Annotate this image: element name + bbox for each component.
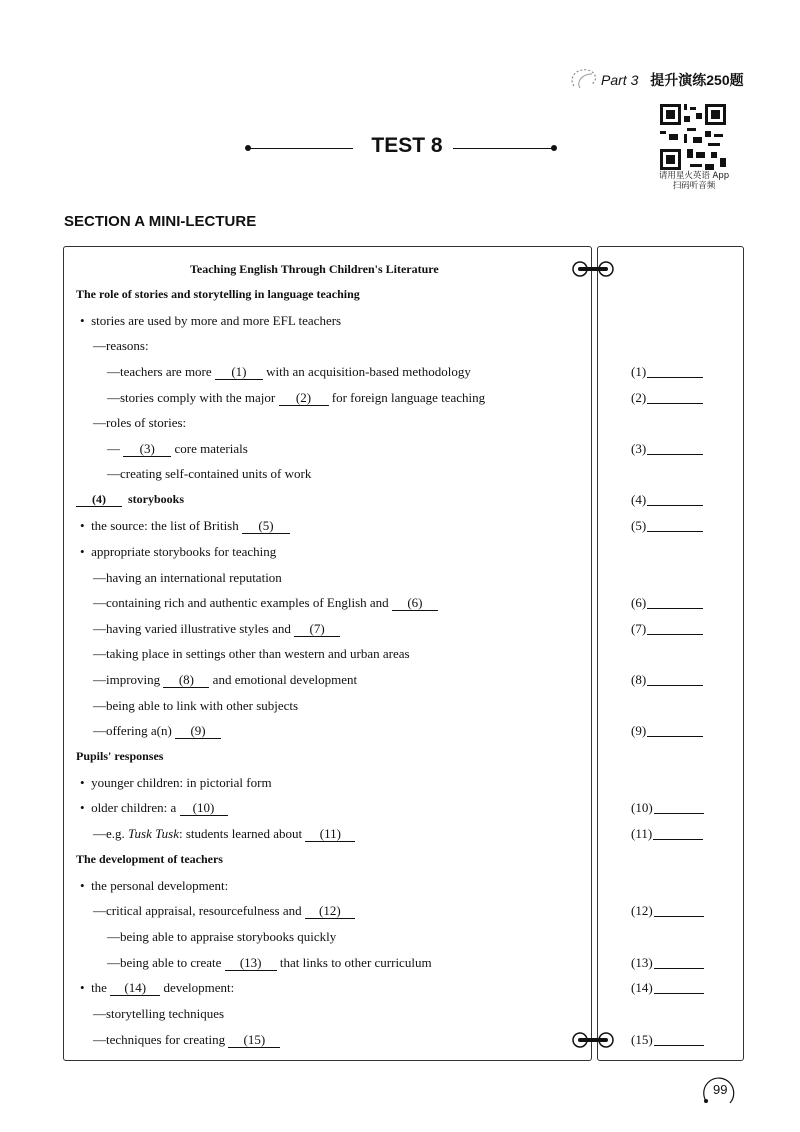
answer-label: (7) <box>631 621 647 636</box>
answer-label: (4) <box>631 492 647 507</box>
note-line: —taking place in settings other than western and urban areas <box>93 646 410 661</box>
note-line <box>93 723 221 739</box>
note-text: —containing rich and authentic examples of English and <box>93 595 389 610</box>
note-line <box>107 441 248 457</box>
note-text: the personal development: <box>91 878 229 893</box>
answer-slot-3[interactable] <box>631 441 703 457</box>
title-right-dot <box>551 145 557 151</box>
note-text: —stories comply with the major <box>107 390 276 405</box>
answer-slot-11[interactable] <box>631 826 703 842</box>
blank-6: (6) <box>392 596 438 611</box>
bullet: • <box>80 800 85 815</box>
answer-slot-2[interactable] <box>631 390 703 406</box>
note-line <box>80 878 228 894</box>
answer-slot-6[interactable] <box>631 595 703 611</box>
answer-label: (2) <box>631 390 647 405</box>
blank-15: (15) <box>228 1033 280 1048</box>
note-line <box>93 826 355 842</box>
note-line <box>80 800 228 816</box>
answer-slot-10[interactable] <box>631 800 704 816</box>
answer-slot-7[interactable] <box>631 621 703 637</box>
answer-slot-1[interactable] <box>631 364 703 380</box>
note-text: the source: the list of British <box>91 518 239 533</box>
note-text: the <box>91 980 107 995</box>
qr-caption-line1: 请用星火英语 App <box>658 171 730 181</box>
note-text: with an acquisition-based methodology <box>266 364 471 379</box>
binder-ring-top-icon <box>568 260 618 278</box>
test-title: TEST 8 <box>371 134 443 157</box>
blank-4: (4) <box>76 492 122 507</box>
note-line: —having an international reputation <box>93 570 282 585</box>
note-text: and emotional development <box>212 672 358 687</box>
note-text: — <box>107 441 120 456</box>
blank-3: (3) <box>123 442 171 457</box>
note-text: —critical appraisal, resourcefulness and <box>93 903 302 918</box>
note-text: core materials <box>174 441 248 456</box>
title-left-rule <box>249 148 353 149</box>
note-line <box>93 1032 280 1048</box>
qr-caption <box>642 171 746 191</box>
note-text: for foreign language teaching <box>331 390 486 405</box>
blank-13: (13) <box>225 956 277 971</box>
note-text: : students learned about <box>178 826 303 841</box>
note-text: —offering a(n) <box>93 723 172 738</box>
binder-ring-bottom-icon <box>568 1031 618 1049</box>
heading-role-of-stories: The role of stories and storytelling in language teaching <box>76 287 360 301</box>
answer-slot-12[interactable] <box>631 903 704 919</box>
note-line: —creating self-contained units of work <box>107 466 312 481</box>
note-text: that links to other curriculum <box>279 955 432 970</box>
note-text: younger children: in pictorial form <box>91 775 272 790</box>
note-text: —techniques for creating <box>93 1032 226 1047</box>
note-line <box>80 544 276 560</box>
blank-1: (1) <box>215 365 263 380</box>
lecture-title: Teaching English Through Children's Literature <box>190 262 439 276</box>
qr-code-icon[interactable] <box>660 104 726 170</box>
answer-label: (12) <box>631 903 653 918</box>
blank-12: (12) <box>305 904 355 919</box>
blank-5: (5) <box>242 519 290 534</box>
note-line: —roles of stories: <box>93 415 187 430</box>
note-line <box>93 903 355 919</box>
blank-8: (8) <box>163 673 209 688</box>
answer-label: (10) <box>631 800 653 815</box>
heading-pupils-responses: Pupils' responses <box>76 749 164 763</box>
answer-label: (9) <box>631 723 647 738</box>
answer-slot-15[interactable] <box>631 1032 704 1048</box>
heading-text: storybooks <box>128 492 185 506</box>
blank-14: (14) <box>110 981 160 996</box>
note-text: —having varied illustrative styles and <box>93 621 291 636</box>
note-line <box>107 364 471 380</box>
answer-slot-13[interactable] <box>631 955 704 971</box>
note-text: —e.g. <box>93 826 125 841</box>
note-line <box>80 518 290 534</box>
part-label: Part 3 <box>601 72 639 88</box>
answer-label: (5) <box>631 518 647 533</box>
note-text: appropriate storybooks for teaching <box>91 544 277 559</box>
part-subtitle: 提升演练250题 <box>650 72 744 88</box>
answer-label: (1) <box>631 364 647 379</box>
qr-caption-line2: 扫码听音频 <box>672 181 716 191</box>
note-text: —improving <box>93 672 161 687</box>
answer-label: (13) <box>631 955 653 970</box>
answer-label: (8) <box>631 672 647 687</box>
answer-slot-4[interactable] <box>631 492 703 508</box>
blank-7: (7) <box>294 622 340 637</box>
note-text: stories are used by more and more EFL teachers <box>91 313 342 328</box>
note-line: —storytelling techniques <box>93 1006 225 1021</box>
note-line: —reasons: <box>93 338 149 353</box>
answer-slot-14[interactable] <box>631 980 704 996</box>
answer-label: (6) <box>631 595 647 610</box>
bullet: • <box>80 313 85 328</box>
answer-slot-9[interactable] <box>631 723 703 739</box>
bullet: • <box>80 518 85 533</box>
blank-11: (11) <box>305 827 355 842</box>
heading-storybooks <box>76 492 184 507</box>
bullet: • <box>80 980 85 995</box>
blank-9: (9) <box>175 724 221 739</box>
note-line <box>80 775 272 791</box>
note-text: —being able to create <box>107 955 222 970</box>
note-line <box>93 595 438 611</box>
test-title-row <box>245 134 560 164</box>
section-title: SECTION A MINI-LECTURE <box>64 213 257 230</box>
answer-label: (3) <box>631 441 647 456</box>
bullet: • <box>80 775 85 790</box>
book-title: Tusk Tusk <box>128 826 179 841</box>
answer-label: (11) <box>631 826 653 841</box>
note-line <box>80 980 234 996</box>
page-number-text: 99 <box>713 1082 728 1097</box>
note-line <box>93 621 340 637</box>
answer-label: (15) <box>631 1032 653 1047</box>
title-right-rule <box>453 148 555 149</box>
answer-slot-8[interactable] <box>631 672 703 688</box>
blank-2: (2) <box>279 391 329 406</box>
bullet: • <box>80 878 85 893</box>
note-line <box>80 313 341 329</box>
running-header <box>565 70 744 90</box>
bullet: • <box>80 544 85 559</box>
note-line: —being able to link with other subjects <box>93 698 299 713</box>
note-line <box>107 390 485 406</box>
note-line: —being able to appraise storybooks quickly <box>107 929 337 944</box>
blank-10: (10) <box>180 801 228 816</box>
note-text: development: <box>163 980 235 995</box>
answer-label: (14) <box>631 980 653 995</box>
note-line <box>93 672 357 688</box>
heading-teacher-development: The development of teachers <box>76 852 223 866</box>
page-number <box>700 1071 738 1109</box>
note-line <box>107 955 432 971</box>
note-text: —teachers are more <box>107 364 212 379</box>
answer-slot-5[interactable] <box>631 518 703 534</box>
note-text: older children: a <box>91 800 177 815</box>
